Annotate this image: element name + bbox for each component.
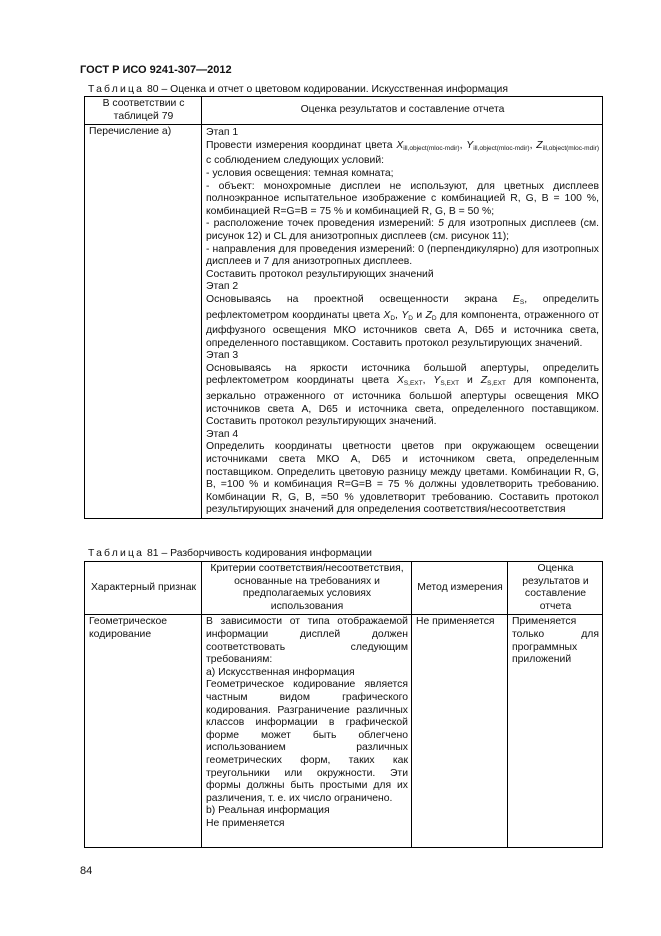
feature-cell: Геометрическое кодирование bbox=[85, 615, 202, 848]
evaluation-cell bbox=[202, 125, 603, 519]
condition-object: - объект: монохромные дисплеи не используют, для цветных дисплеев полноэкранное испытательное изображение с комбинацией R, G, B = 100 %, комбинацией R=G=B = 75 % и комбинацией R, G, B = 50 %; bbox=[206, 180, 599, 217]
condition-lighting: - условия освещения: темная комната; bbox=[206, 167, 394, 179]
table-81-header-row bbox=[85, 562, 603, 615]
evaluation-cell: Применяется только для программных приложений bbox=[508, 615, 603, 848]
table-81 bbox=[84, 561, 603, 848]
caption-word: Таблица bbox=[88, 548, 145, 559]
header-evaluation: Оценка результатов и составление отчета bbox=[508, 562, 603, 615]
table-80-header-row bbox=[85, 97, 603, 125]
header-method: Метод измерения bbox=[412, 562, 508, 615]
header-criteria: Критерии соответствия/несоответствия, основанные на требованиях и предполагаемых условиях использования bbox=[202, 562, 412, 615]
stage-2-label: Этап 2 bbox=[206, 281, 239, 293]
caption-text: 80 – Оценка и отчет о цветовом кодировании. Искусственная информация bbox=[147, 84, 508, 95]
table-80-caption bbox=[88, 84, 508, 97]
stage-1-text: Провести измерения координат цвета $X_{ill,object(mloc-mdir)}$, $Y_{ill,object(mloc-mdir)}$, $Z_{ill,object(mloc-mdir)}$ с соблюдением следующих условий: bbox=[206, 139, 599, 167]
stage-3-label: Этап 3 bbox=[206, 350, 239, 362]
criteria-not-applicable: Не применяется bbox=[206, 817, 285, 829]
stage-4-label: Этап 4 bbox=[206, 428, 239, 440]
header-feature: Характерный признак bbox=[85, 562, 202, 615]
criteria-intro: В зависимости от типа отображаемой информации дисплей должен соответствовать следующим требованиям: bbox=[206, 616, 408, 666]
stage-1-label: Этап 1 bbox=[206, 127, 239, 139]
document-id-header: ГОСТ Р ИСО 9241-307—2012 bbox=[80, 64, 232, 76]
enumeration-cell: Перечисление а) bbox=[85, 125, 202, 519]
condition-direction: - направления для проведения измерений: 0 (перпендикулярно) для изотропных дисплеев и 7 для анизотропных дисплеев. bbox=[206, 243, 599, 268]
stage-2-text: Основываясь на проектной освещенности экрана $E_S$, определить рефлектометром координаты цвета $X_D$, $Y_D$ и $Z_D$ для компонента, отраженного от диффузного освещения МКО источников света A, D65 и источника света, определенного поставщиком. Составить протокол результирующих значений. bbox=[206, 293, 600, 349]
criteria-artificial: а) Искусственная информация bbox=[206, 666, 355, 678]
table-row bbox=[85, 615, 603, 848]
criteria-cell bbox=[202, 615, 412, 848]
caption-word: Таблица bbox=[88, 84, 145, 95]
table-80-col2-header: Оценка результатов и составление отчета bbox=[202, 97, 603, 125]
table-81-caption bbox=[88, 548, 372, 561]
criteria-geometric: Геометрическое кодирование является частным видом графического кодирования. Разграничение различных классов информации в графической форме может быть облегчено использованием различных геометрических форм, таких как треугольники или окружности. Эти формы должны быть простыми для их различения, т. е. их число ограничено. bbox=[206, 679, 408, 804]
stage-4-text: Определить координаты цветности цветов при окружающем освещении источниками света МКО A, D65 и источником света, определенным поставщиком. Определить цветовую разницу между цветами. Комбинации R, G, B, =100 % и комбинация R=G=B = 75 % должны удовлетворить требованию. Комбинации R, G, B, =50 % удовлетворит требованию. Составить протокол результирующих значений для определения соответствия/несоответствия bbox=[206, 441, 599, 516]
page-number: 84 bbox=[80, 865, 93, 877]
stage-1-report: Составить протокол результирующих значений bbox=[206, 268, 434, 280]
condition-location: - расположение точек проведения измерений: 5 для изотропных дисплеев (см. рисунок 12) и CL для анизотропных дисплеев (см. рисунок 11); bbox=[206, 218, 599, 242]
table-80 bbox=[84, 96, 603, 519]
table-row bbox=[85, 125, 603, 519]
criteria-real: b) Реальная информация bbox=[206, 805, 330, 817]
table-80-col1-header: В соответствии с таблицей 79 bbox=[85, 97, 202, 125]
stage-3-text: Основываясь на яркости источника большой апертуры, определить рефлектометром координаты цвета $X_{S,EXT}$, $Y_{S,EXT}$ и $Z_{S,EXT}$ для компонента, зеркально отраженного от источника большой апертуры освещения МКО источников света A, D65 и источника света, определенного поставщиком. Составить протокол результирующих значений. bbox=[206, 362, 600, 428]
caption-text: 81 – Разборчивость кодирования информации bbox=[147, 548, 372, 559]
method-cell: Не применяется bbox=[412, 615, 508, 848]
